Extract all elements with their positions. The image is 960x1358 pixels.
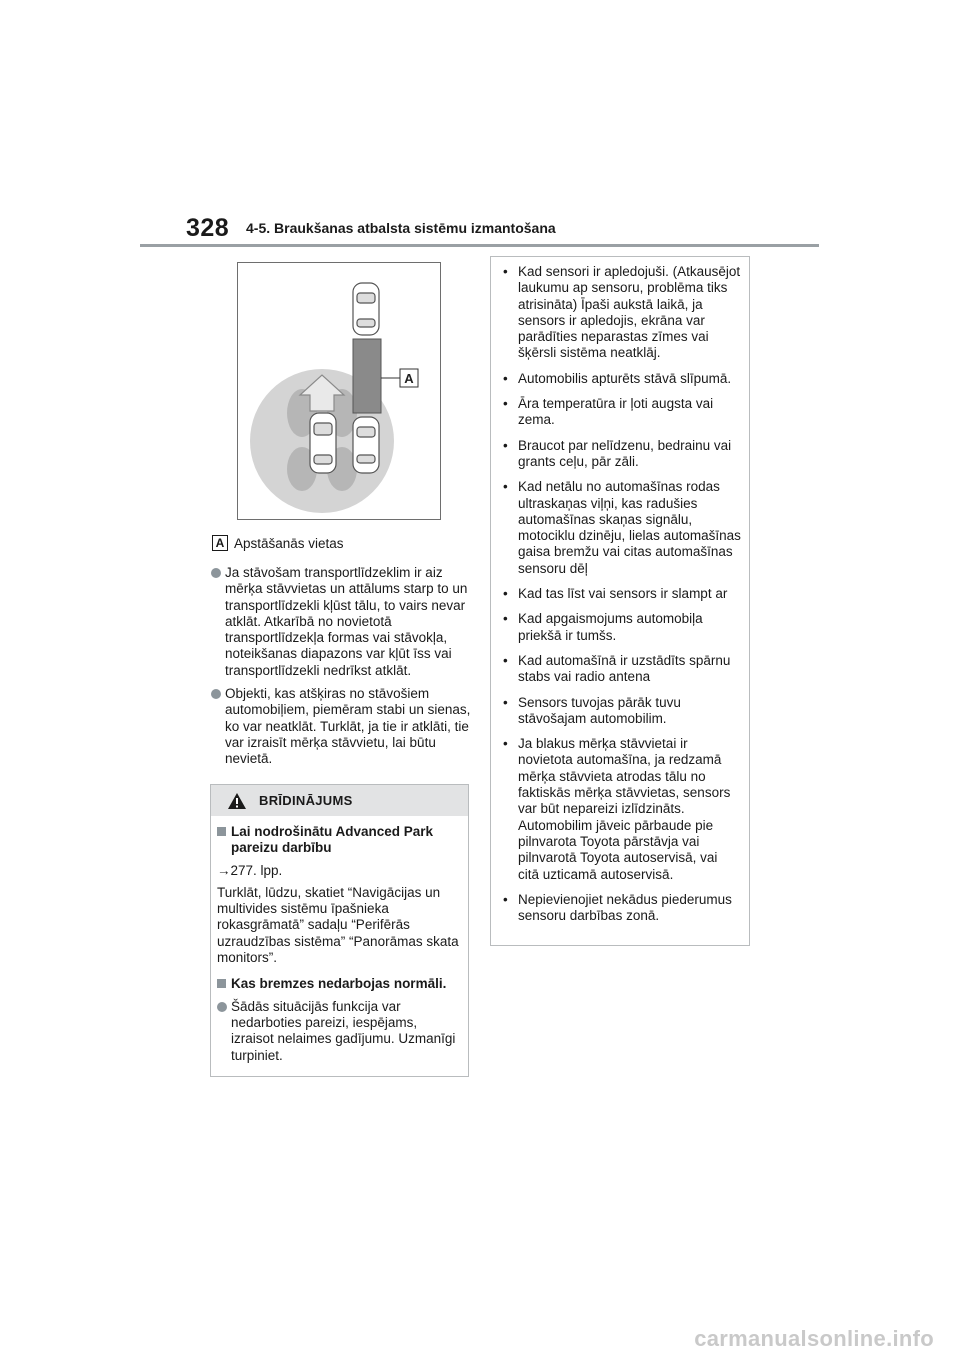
list-item-text: Āra temperatūra ir ļoti augsta vai zema. <box>518 396 714 428</box>
bullet-icon <box>211 568 221 578</box>
bullet-icon <box>211 689 221 699</box>
left-column <box>211 565 473 775</box>
list-item-text: Kad apgaismojums automobiļa priekšā ir tumšs. <box>518 611 703 643</box>
target-parking-space <box>353 339 381 413</box>
bullet-icon: • <box>503 479 508 495</box>
list-item-text: Kad tas līst vai sensors ir slampt ar <box>518 586 728 602</box>
list-item <box>211 565 473 679</box>
warning-text: Šādās situācijās funkcija var nedarboties pareizi, iespējams, izraisot nelaimes gadījumu. Uzmanīgi turpiniet. <box>231 998 456 1063</box>
bullet-icon: • <box>503 891 508 907</box>
warning-title: BRĪDINĀJUMS <box>259 793 353 808</box>
section-title: 4-5. Braukšanas atbalsta sistēmu izmantošana <box>246 220 556 236</box>
list-item <box>501 611 741 644</box>
bullet-icon: • <box>503 652 508 668</box>
list-item-text: Nepievienojiet nekādus piederumus sensoru darbības zonā. <box>518 891 732 924</box>
label-a: A <box>404 371 414 386</box>
header-divider <box>140 244 819 247</box>
list-item <box>501 695 741 728</box>
list-item <box>501 653 741 686</box>
page-reference: →277. lpp. <box>217 862 283 878</box>
warning-header <box>211 785 468 816</box>
warning-subheading <box>217 976 462 992</box>
bullet-icon: • <box>503 694 508 710</box>
bullet-icon <box>217 1002 227 1012</box>
figure-caption <box>212 535 344 551</box>
caption-label-a: A <box>212 535 228 551</box>
list-item <box>217 999 462 1064</box>
list-item <box>501 264 741 362</box>
bullet-icon: • <box>503 586 508 602</box>
warning-box <box>210 784 469 1077</box>
page-number: 328 <box>186 214 230 242</box>
bullet-icon: • <box>503 370 508 386</box>
list-item <box>501 438 741 471</box>
bullet-icon: • <box>503 437 508 453</box>
warning-subheading-text: Kas bremzes nedarbojas normāli. <box>231 976 447 992</box>
bullet-icon: • <box>503 396 508 412</box>
warning-subheading <box>217 824 462 857</box>
list-item-text: Kad sensori ir apledojuši. (Atkausējot laukumu ap sensoru, problēma tiks atrisināta) Īpaši aukstā laikā, ja sensors ir apledojis, ekrāna var parādīties neparastas zīmes vai šķērsli sistēma neatklāj. <box>518 264 741 361</box>
own-car <box>310 413 336 473</box>
list-item-text: Kad netālu no automašīnas rodas ultraskaņas viļņi, kas radušies automašīnas skaņas signālu, motociklu dzinēju, lielas automašīnas gaisa bremžu vai citas automašīnas sensoru dēļ <box>518 479 741 576</box>
bullet-icon: • <box>503 736 508 752</box>
square-bullet-icon <box>217 827 226 836</box>
list-item <box>501 396 741 429</box>
square-bullet-icon <box>217 979 226 988</box>
parked-car-bottom <box>353 417 379 473</box>
list-item <box>211 686 473 767</box>
list-item <box>501 892 741 925</box>
list-item-text: Braucot par nelīdzenu, bedrainu vai grants ceļu, pār zāli. <box>518 437 732 469</box>
warning-subheading-text: Lai nodrošinātu Advanced Park pareizu darbību <box>231 824 434 856</box>
parking-diagram <box>238 263 440 519</box>
list-item-text: Sensors tuvojas pārāk tuvu stāvošajam automobilim. <box>518 694 681 726</box>
warning-text: Turklāt, lūdzu, skatiet “Navigācijas un multivides sistēmu īpašnieka rokasgrāmatā” sadaļu “Perifērās uzraudzības sistēma” “Panorāmas skata monitors”. <box>217 884 459 966</box>
conditions-box <box>490 256 750 946</box>
warning-body <box>211 816 468 1064</box>
list-item-text: Kad automašīnā ir uzstādīts spārnu stabs vai radio antena <box>518 652 731 685</box>
parked-car-top <box>353 283 379 335</box>
list-item <box>501 736 741 883</box>
list-item-text: Ja blakus mērķa stāvvietai ir novietota automašīna, ja redzamā mērķa stāvvieta atrodas tālu no faktiskās mērķa stāvvietas, sensors var būt nepareizi izlīdzināts. Automobilim jāveic pārbaude pie pilnvarota Toyota pārstāvja vai pilnvarotā Toyota autoservisā, vai citā uzticamā autoservisā. <box>518 736 731 882</box>
watermark: carmanualsonline.info <box>694 1326 934 1351</box>
parking-illustration <box>237 262 441 520</box>
list-item <box>501 586 741 602</box>
list-item-text: Automobilis apturēts stāvā slīpumā. <box>518 370 732 386</box>
paragraph-text: Ja stāvošam transportlīdzeklim ir aiz mērķa stāvvietas un attālums starp to un transportlīdzekli kļūst tālu, to vairs nevar atklāt. Atkarībā no novietotā transportlīdzekļa formas vai stāvokļa, noteikšanas diapazons var kļūt īss vai transportlīdzekli nedrīkst atklāt. <box>225 565 468 678</box>
bullet-icon: • <box>503 264 508 279</box>
bullet-icon: • <box>503 611 508 627</box>
paragraph-text: Objekti, kas atšķiras no stāvošiem automobiļiem, piemēram stabi un sienas, ko var neatklāt. Turklāt, ja tie ir atklāti, tie var izraisīt mērķa stāvvietu, lai būtu nevietā. <box>225 686 471 767</box>
list-item <box>501 479 741 577</box>
list-item <box>501 371 741 387</box>
caption-text: Apstāšanās vietas <box>234 535 344 551</box>
warning-triangle-icon <box>227 792 247 810</box>
